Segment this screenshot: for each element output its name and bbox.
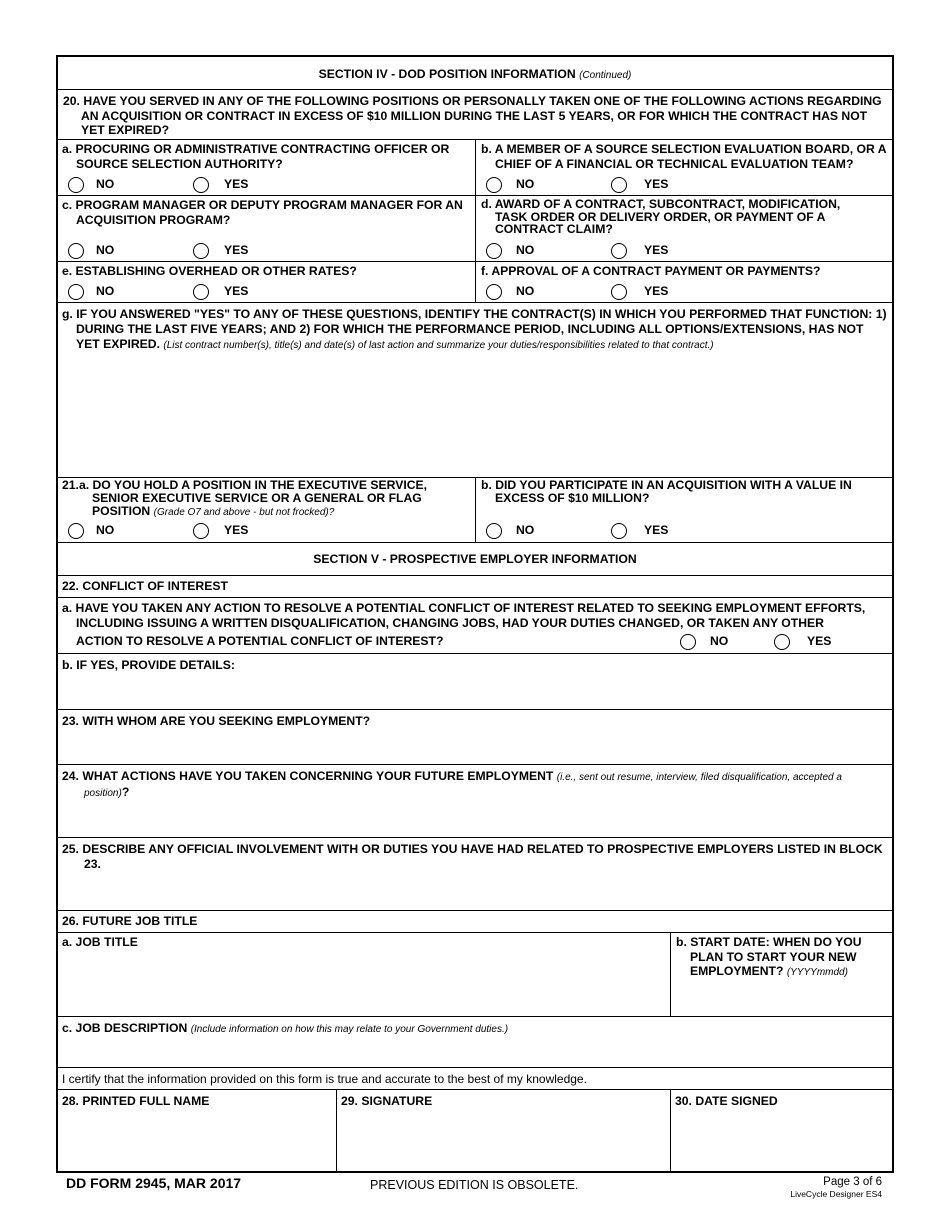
q20a-yes-radio[interactable] xyxy=(193,177,209,193)
q20c-yes-radio[interactable] xyxy=(193,243,209,259)
q21a-no-label: NO xyxy=(96,523,115,537)
q20d-cell xyxy=(475,196,892,261)
q26-ab-row xyxy=(58,933,892,1017)
q25-text: 25. DESCRIBE ANY OFFICIAL INVOLVEMENT WITH OR DUTIES YOU HAVE HAD RELATED TO PROSPECTIVE EMPLOYERS LISTED IN BLOCK 23. xyxy=(62,842,883,871)
q20a-no-label: NO xyxy=(96,177,115,191)
q22a-text: a. HAVE YOU TAKEN ANY ACTION TO RESOLVE A POTENTIAL CONFLICT OF INTEREST RELATED TO SEEKING EMPLOYMENT EFFORTS, INCLUDING ISSUING A WRITTEN DISQUALIFICATION, CHANGING JOBS, HAD YOUR DUTIES CHANGED, OR TAKEN ANY OTHER xyxy=(62,601,866,630)
q20b-text: b. A MEMBER OF A SOURCE SELECTION EVALUATION BOARD, OR A CHIEF OF A FINANCIAL OR TECHNICAL EVALUATION TEAM? xyxy=(481,142,887,171)
q21a-note: (Grade O7 and above - but not frocked)? xyxy=(153,507,335,518)
q22a-row xyxy=(58,598,892,654)
q26b-cell[interactable] xyxy=(670,933,892,1016)
q20b-cell xyxy=(475,140,892,195)
q21a-yes-radio[interactable] xyxy=(193,523,209,539)
q20f-cell xyxy=(475,262,892,302)
q20e-no-label: NO xyxy=(96,284,115,298)
q20g-row[interactable] xyxy=(58,303,892,478)
q20-row xyxy=(58,90,892,140)
q22a-text-line2: ACTION TO RESOLVE A POTENTIAL CONFLICT OF INTEREST? xyxy=(76,634,444,648)
q20e-cell xyxy=(58,262,475,302)
q20e-yes-label: YES xyxy=(224,284,249,298)
q20c-no-label: NO xyxy=(96,243,115,257)
q24-note: (i.e., sent out resume, interview, filed disqualification, accepted a position) xyxy=(84,772,842,799)
q20-cd-row xyxy=(58,196,892,262)
q22a-yes-radio[interactable] xyxy=(774,634,790,650)
q22b-text: b. IF YES, PROVIDE DETAILS: xyxy=(62,658,235,672)
q26b-note: (YYYYmmdd) xyxy=(786,967,848,978)
section-iv-title: SECTION IV - DOD POSITION INFORMATION xyxy=(318,67,576,81)
q23-row[interactable] xyxy=(58,710,892,765)
q20d-yes-label: YES xyxy=(644,243,669,257)
q21b-no-label: NO xyxy=(516,523,535,537)
q22b-row[interactable] xyxy=(58,654,892,710)
q30-cell[interactable] xyxy=(670,1090,892,1173)
section-v-title: SECTION V - PROSPECTIVE EMPLOYER INFORMATION xyxy=(313,552,637,566)
q23-text: 23. WITH WHOM ARE YOU SEEKING EMPLOYMENT? xyxy=(62,714,371,728)
q20c-cell xyxy=(58,196,475,261)
q26a-cell[interactable] xyxy=(58,933,670,1016)
q20e-no-radio[interactable] xyxy=(68,284,84,300)
q20-ab-row xyxy=(58,140,892,196)
q20b-no-label: NO xyxy=(516,177,535,191)
q20f-yes-label: YES xyxy=(644,284,669,298)
q21a-yes-label: YES xyxy=(224,523,249,537)
q20a-cell xyxy=(58,140,475,195)
q21-row xyxy=(58,478,892,543)
designer-note: LiveCycle Designer ES4 xyxy=(790,1189,882,1199)
q25-row[interactable] xyxy=(58,838,892,911)
q28-text: 28. PRINTED FULL NAME xyxy=(62,1094,210,1108)
q26c-row[interactable] xyxy=(58,1017,892,1068)
q26c-text: c. JOB DESCRIPTION xyxy=(62,1021,188,1035)
q20d-yes-radio[interactable] xyxy=(611,243,627,259)
q22a-yes-label: YES xyxy=(807,634,832,648)
q28-cell[interactable] xyxy=(58,1090,336,1173)
q20-ef-row xyxy=(58,262,892,303)
q20c-yes-label: YES xyxy=(224,243,249,257)
q20a-yes-label: YES xyxy=(224,177,249,191)
q21b-cell xyxy=(475,478,892,542)
q21a-text: 21.a. DO YOU HOLD A POSITION IN THE EXECUTIVE SERVICE, SENIOR EXECUTIVE SERVICE OR A GENERAL OR FLAG POSITION xyxy=(62,478,428,518)
q20b-yes-label: YES xyxy=(644,177,669,191)
q20a-text: a. PROCURING OR ADMINISTRATIVE CONTRACTING OFFICER OR SOURCE SELECTION AUTHORITY? xyxy=(62,142,450,171)
q30-text: 30. DATE SIGNED xyxy=(675,1094,778,1108)
page-number: Page 3 of 6 xyxy=(823,1176,882,1188)
q26-title-row xyxy=(58,911,892,933)
q20f-no-label: NO xyxy=(516,284,535,298)
q20d-no-label: NO xyxy=(516,243,535,257)
signature-row xyxy=(58,1090,892,1173)
q21b-text: b. DID YOU PARTICIPATE IN AN ACQUISITION WITH A VALUE IN EXCESS OF $10 MILLION? xyxy=(481,478,852,505)
q20b-no-radio[interactable] xyxy=(486,177,502,193)
section-v-header xyxy=(58,543,892,576)
q24-end: ? xyxy=(121,785,130,799)
q20f-text: f. APPROVAL OF A CONTRACT PAYMENT OR PAYMENTS? xyxy=(481,264,821,278)
q20d-no-radio[interactable] xyxy=(486,243,502,259)
q29-text: 29. SIGNATURE xyxy=(341,1094,433,1108)
certify-text: I certify that the information provided on this form is true and accurate to the best of my knowledge. xyxy=(62,1072,587,1086)
q26-title: 26. FUTURE JOB TITLE xyxy=(62,914,198,928)
form-id: DD FORM 2945, MAR 2017 xyxy=(66,1175,242,1191)
q21b-yes-label: YES xyxy=(644,523,669,537)
q20e-yes-radio[interactable] xyxy=(193,284,209,300)
q20a-no-radio[interactable] xyxy=(68,177,84,193)
q20b-yes-radio[interactable] xyxy=(611,177,627,193)
section-iv-note: (Continued) xyxy=(579,70,632,81)
q20f-yes-radio[interactable] xyxy=(611,284,627,300)
q20c-no-radio[interactable] xyxy=(68,243,84,259)
q20e-text: e. ESTABLISHING OVERHEAD OR OTHER RATES? xyxy=(62,264,357,278)
q21a-cell xyxy=(58,478,475,542)
q21b-yes-radio[interactable] xyxy=(611,523,627,539)
q24-row[interactable] xyxy=(58,765,892,838)
q20-text: 20. HAVE YOU SERVED IN ANY OF THE FOLLOWING POSITIONS OR PERSONALLY TAKEN ONE OF THE FOLLOWING ACTIONS REGARDING AN ACQUISITION OR CONTRACT IN EXCESS OF $10 MILLION DURING THE LAST 5 YEARS, OR FOR WHICH THE CONTRACT HAS NOT YET EXPIRED? xyxy=(63,94,882,137)
section-iv-header xyxy=(58,57,892,90)
q20g-text: g. IF YOU ANSWERED "YES" TO ANY OF THESE QUESTIONS, IDENTIFY THE CONTRACT(S) IN WHICH YOU PERFORMED THAT FUNCTION: 1) DURING THE LAST FIVE YEARS; AND 2) FOR WHICH THE PERFORMANCE PERIOD, INCLUDING ALL OPTIONS/EXTENSIONS, HAS NOT YET EXPIRED. xyxy=(62,307,887,351)
q22-title: 22. CONFLICT OF INTEREST xyxy=(62,579,228,593)
q21b-no-radio[interactable] xyxy=(486,523,502,539)
q22-title-row xyxy=(58,576,892,598)
q26b-text: b. START DATE: WHEN DO YOU PLAN TO START YOUR NEW EMPLOYMENT? xyxy=(676,935,862,978)
certify-row xyxy=(58,1068,892,1090)
q29-cell[interactable] xyxy=(336,1090,670,1173)
q20d-text: d. AWARD OF A CONTRACT, SUBCONTRACT, MODIFICATION, TASK ORDER OR DELIVERY ORDER, OR PAYMENT OF A CONTRACT CLAIM? xyxy=(481,197,841,236)
q20c-text: c. PROGRAM MANAGER OR DEPUTY PROGRAM MANAGER FOR AN ACQUISITION PROGRAM? xyxy=(62,198,463,227)
form-page xyxy=(56,55,894,1173)
q22a-no-radio[interactable] xyxy=(680,634,696,650)
q22a-no-label: NO xyxy=(710,634,729,648)
q20g-note: (List contract number(s), title(s) and date(s) of last action and summarize your duties/responsibilities related to that contract.) xyxy=(163,340,714,351)
q21a-no-radio[interactable] xyxy=(68,523,84,539)
edition-notice: PREVIOUS EDITION IS OBSOLETE. xyxy=(370,1178,579,1192)
page-footer xyxy=(56,1174,894,1224)
q26a-text: a. JOB TITLE xyxy=(62,935,138,949)
q20f-no-radio[interactable] xyxy=(486,284,502,300)
q24-text: 24. WHAT ACTIONS HAVE YOU TAKEN CONCERNING YOUR FUTURE EMPLOYMENT xyxy=(62,769,554,783)
q26c-note: (Include information on how this may relate to your Government duties.) xyxy=(190,1024,509,1035)
